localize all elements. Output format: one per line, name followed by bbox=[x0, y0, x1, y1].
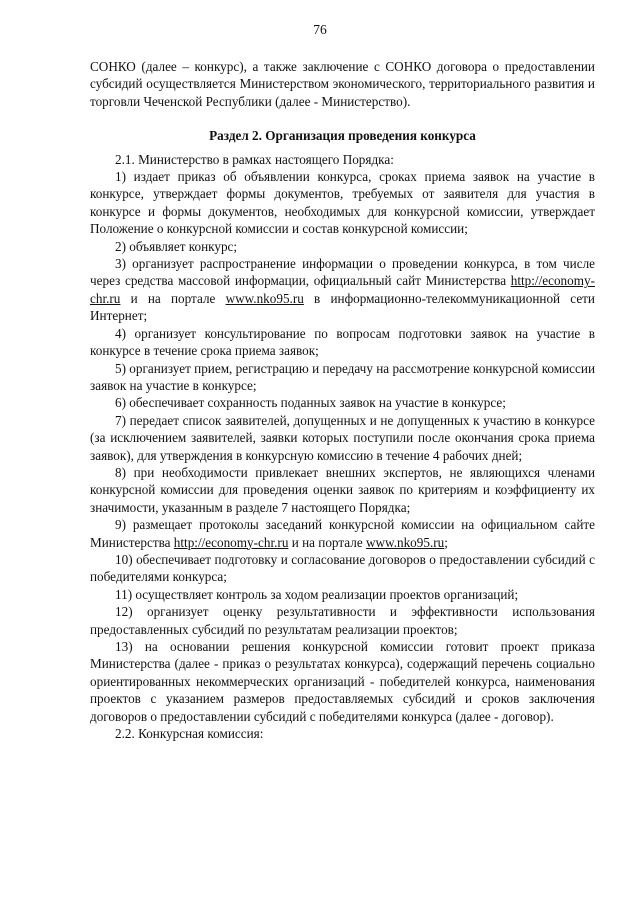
list-item-3 bbox=[90, 255, 595, 325]
list-item-3-text-b: и на портале bbox=[120, 290, 226, 306]
paragraph-2-2: 2.2. Конкурсная комиссия: bbox=[115, 726, 264, 742]
list-item-12: 12) организует оценку результативности и эффективности использования предоставленных субсидий по результатам реализации проектов; bbox=[90, 604, 595, 637]
economy-site-link[interactable]: http://economy-chr.ru bbox=[173, 534, 289, 550]
list-item-9-text-a: 9) размещает протоколы заседаний конкурсной комиссии на официальном сайте Министерства bbox=[90, 517, 595, 550]
list-item-8: 8) при необходимости привлекает внешних экспертов, не являющихся членами конкурсной комиссии для проведения оценки заявок по критериям и коэффициенту их значимости, указанным в разделе 7 настоящего Порядка; bbox=[90, 464, 595, 515]
list-item-11: 11) осуществляет контроль за ходом реализации проектов организаций; bbox=[115, 586, 519, 602]
list-item-9-text-c: ; bbox=[444, 534, 448, 550]
nko95-portal-link[interactable]: www.nko95.ru bbox=[225, 290, 304, 306]
list-item-9-text-b: и на портале bbox=[288, 534, 366, 550]
paragraph-2-1: 2.1. Министерство в рамках настоящего Порядка: bbox=[115, 151, 394, 167]
intro-paragraph: СОНКО (далее – конкурс), а также заключение с СОНКО договора о предоставлении субсидий осуществляется Министерством экономического, территориального развития и торговли Чеченской Республики (далее - Министерство). bbox=[90, 59, 595, 109]
list-item-1: 1) издает приказ об объявлении конкурса, сроках приема заявок на участие в конкурсе, утверждает формы документов, требуемых от заявителя для участия в конкурсе и формы документов, необходимых для конкурсной комиссии, утверждает Положение о конкурсной комиссии и состав конкурсной комиссии; bbox=[90, 169, 595, 237]
page-number: 76 bbox=[313, 22, 327, 37]
list-item-10: 10) обеспечивает подготовку и согласование договоров о предоставлении субсидий с победителями конкурса; bbox=[90, 551, 595, 585]
list-item-7: 7) передает список заявителей, допущенных и не допущенных к участию в конкурсе (за исключением заявителей, заявки которых поступили после окончания срока приема заявок), для утверждения в конкурсную комиссию в течение 4 рабочих дней; bbox=[90, 412, 595, 463]
list-item-13: 13) на основании решения конкурсной комиссии готовит проект приказа Министерства (далее - приказ о результатах конкурса), содержащий перечень социально ориентированных некоммерческих организаций - победителей конкурса, наименования проектов с указанием размеров предоставляемых субсидий и сроков заключения договоров о предоставлении субсидий с победителями конкурса (далее - договор). bbox=[90, 639, 595, 724]
list-item-9 bbox=[90, 516, 595, 551]
list-item-5: 5) организует прием, регистрацию и передачу на рассмотрение конкурсной комиссии заявок на участие в конкурсе; bbox=[90, 360, 595, 393]
list-item-6: 6) обеспечивает сохранность поданных заявок на участие в конкурсе; bbox=[115, 395, 506, 411]
list-item-3-text-a: 3) организует распространение информации о проведении конкурса, в том числе через средства массовой информации, официальный сайт Министерства bbox=[90, 256, 595, 289]
section-heading: Раздел 2. Организация проведения конкурса bbox=[209, 128, 476, 144]
list-item-2: 2) объявляет конкурс; bbox=[115, 238, 238, 254]
document-body bbox=[90, 58, 595, 742]
list-item-4: 4) организует консультирование по вопросам подготовки заявок на участие в конкурсе в течение срока приема заявок; bbox=[90, 325, 595, 359]
nko95-portal-link[interactable]: www.nko95.ru bbox=[365, 534, 445, 550]
list-item-3-text-c: в информационно-телекоммуникационной сети Интернет; bbox=[90, 290, 595, 324]
economy-site-link[interactable]: http://economy-chr.ru bbox=[90, 273, 595, 306]
